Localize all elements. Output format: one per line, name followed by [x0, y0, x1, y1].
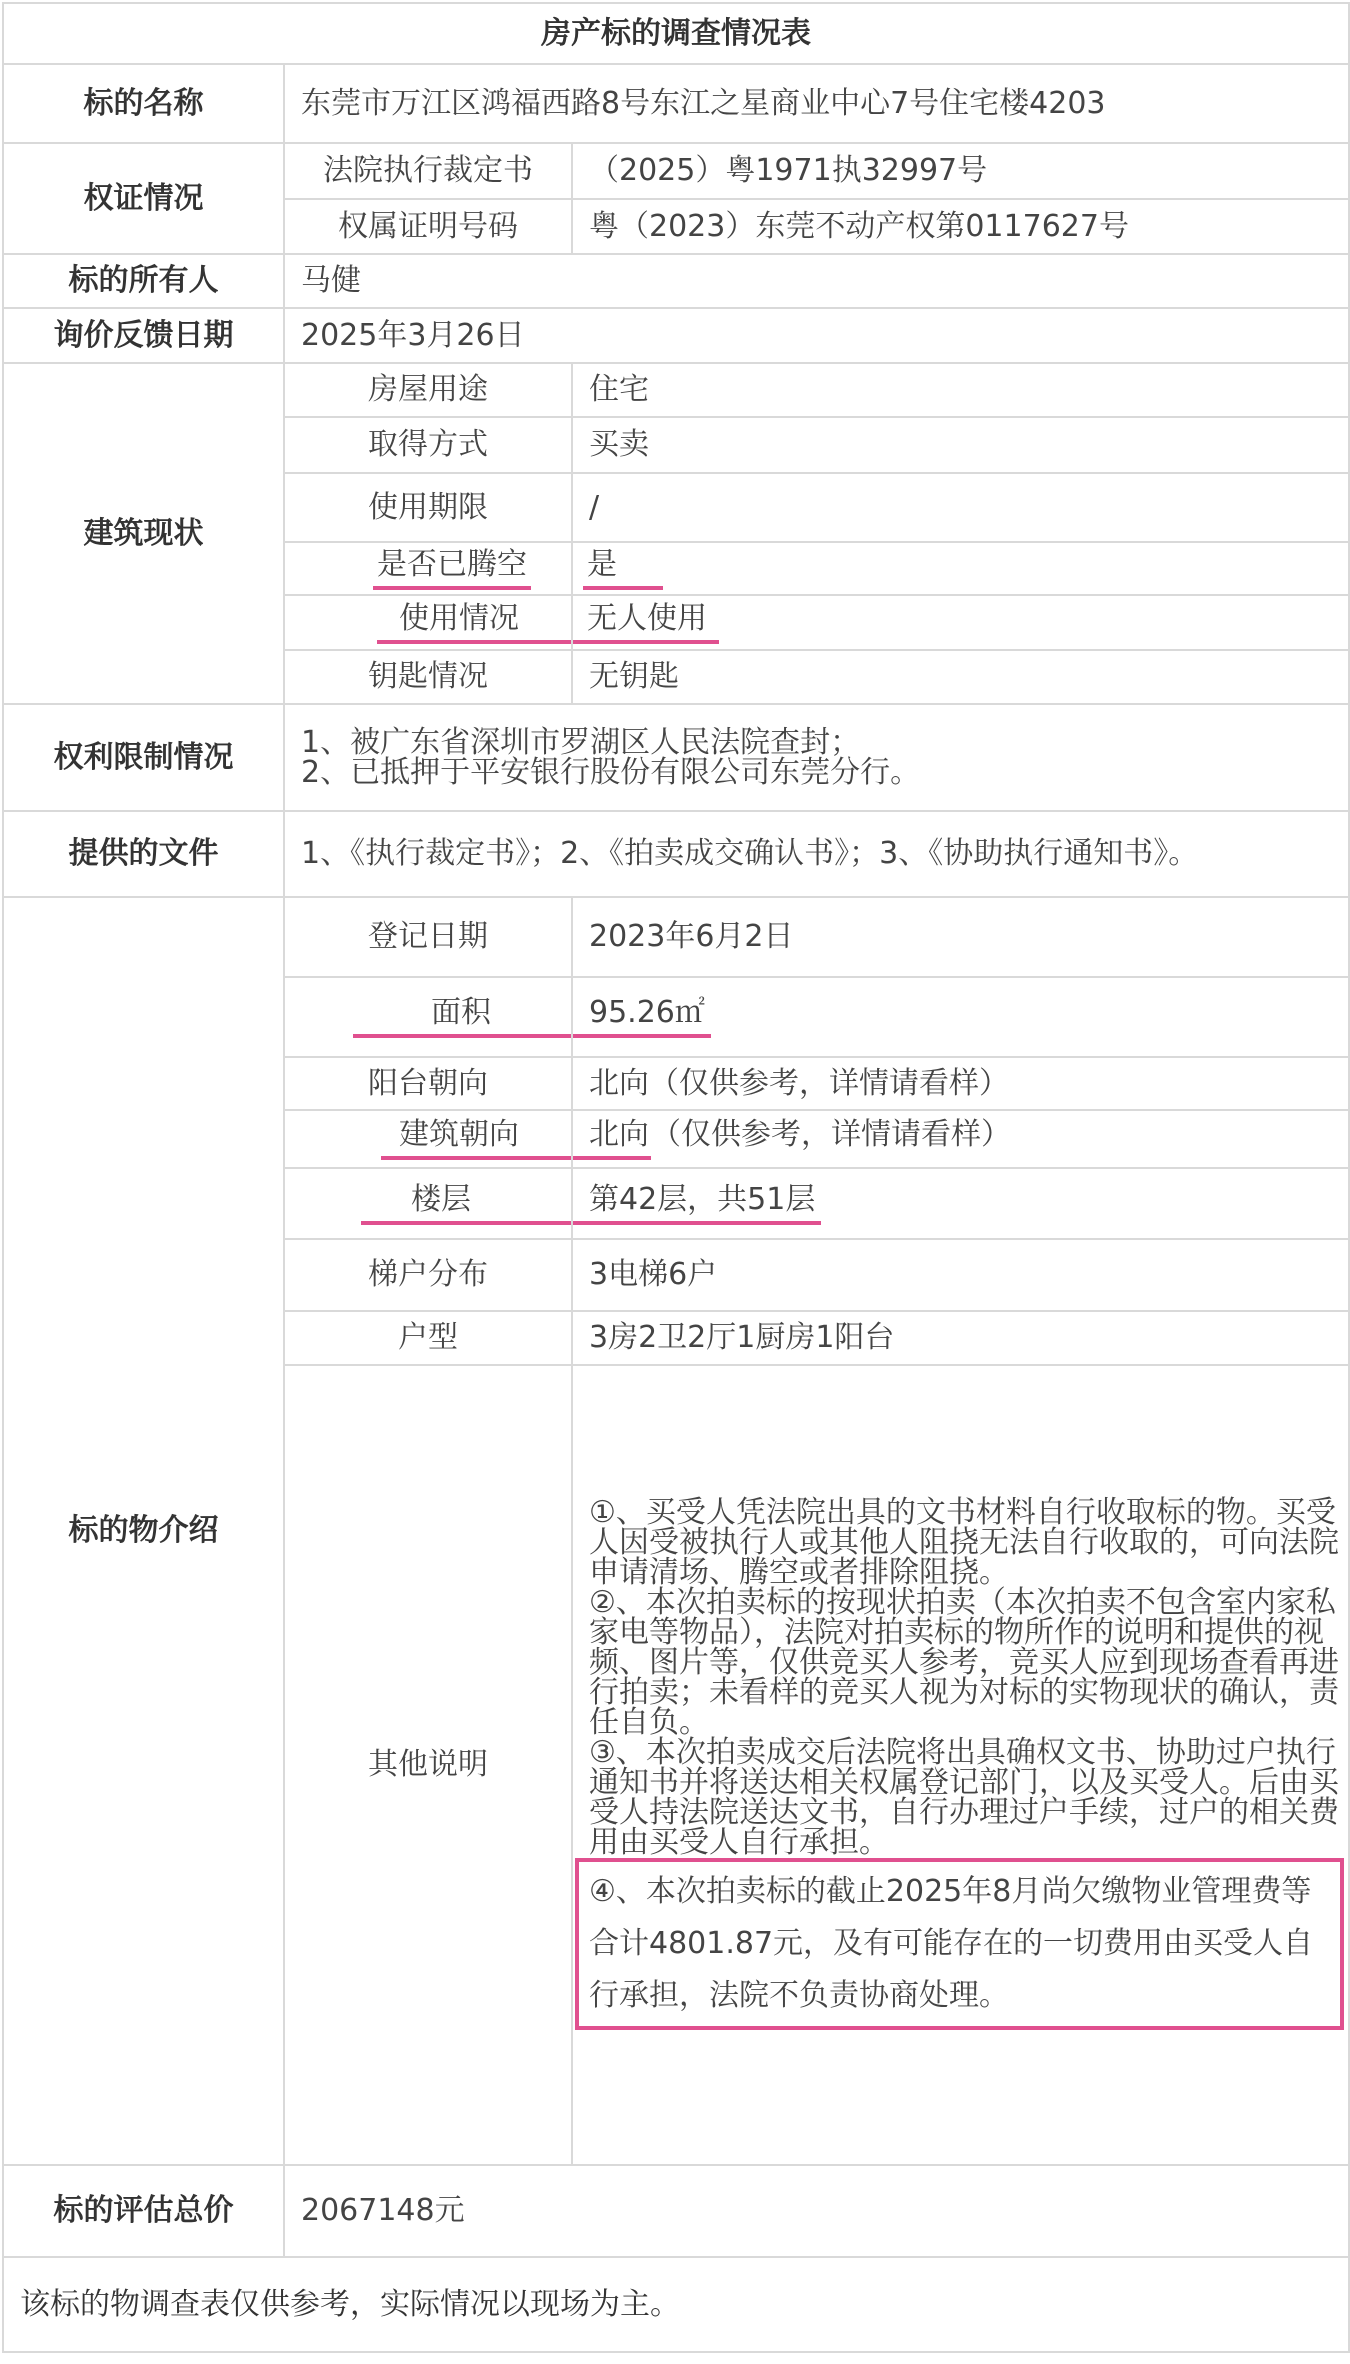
- sublabel-usage: 房屋用途: [284, 363, 572, 417]
- label-valuation: 标的评估总价: [3, 2165, 284, 2257]
- label-documents: 提供的文件: [3, 811, 284, 897]
- label-owner: 标的所有人: [3, 254, 284, 308]
- value-usage: 住宅: [572, 363, 1349, 417]
- value-floor: 第42层，共51层: [573, 1183, 821, 1225]
- value-valuation: 2067148元: [284, 2165, 1349, 2257]
- value-orientation-note: （仅供参考，详情请看样）: [651, 1117, 1011, 1152]
- row-inquiry-date: [3, 308, 1349, 363]
- value-keys: 无钥匙: [572, 650, 1349, 704]
- row-owner: [3, 254, 1349, 308]
- property-survey-table: [2, 2, 1350, 2353]
- row-restrictions: [3, 704, 1349, 811]
- other-note-4-highlighted: ④、本次拍卖标的截止2025年8月尚欠缴物业管理费等合计4801.87元，及有可能存在的一切费用由买受人自行承担，法院不负责协商处理。: [575, 1858, 1344, 2030]
- value-court-ruling: （2025）粤1971执32997号: [572, 143, 1349, 199]
- value-acquisition: 买卖: [572, 417, 1349, 473]
- title-row: [3, 3, 1349, 64]
- sublabel-vacated: 是否已腾空: [373, 548, 531, 590]
- label-restrictions: 权利限制情况: [3, 704, 284, 811]
- sublabel-layout: 户型: [284, 1311, 572, 1365]
- other-note-1: ①、买受人凭法院出具的文书材料自行收取标的物。买受人因受被执行人或其他人阻挠无法自行收取的，可向法院申请清场、腾空或者排除阻挠。: [589, 1495, 1339, 1590]
- label-building: 建筑现状: [3, 363, 284, 704]
- sublabel-keys: 钥匙情况: [284, 650, 572, 704]
- row-rights-1: [3, 143, 1349, 199]
- value-balcony: 北向（仅供参考，详情请看样）: [572, 1057, 1349, 1110]
- sublabel-balcony: 阳台朝向: [284, 1057, 572, 1110]
- value-orientation: 北向: [573, 1118, 651, 1160]
- row-footer: [3, 2257, 1349, 2352]
- sublabel-term: 使用期限: [284, 473, 572, 542]
- value-term: /: [572, 473, 1349, 542]
- label-name: 标的名称: [3, 64, 284, 143]
- row-valuation: [3, 2165, 1349, 2257]
- footer-note: 该标的物调查表仅供参考，实际情况以现场为主。: [3, 2257, 1349, 2352]
- value-layout: 3房2卫2厅1厨房1阳台: [572, 1311, 1349, 1365]
- sublabel-title-certificate: 权属证明号码: [284, 199, 572, 254]
- sublabel-orientation: 建筑朝向: [381, 1118, 571, 1160]
- other-note-3: ③、本次拍卖成交后法院将出具确权文书、协助过户执行通知书并将送达相关权属登记部门，以及买受人。后由买受人持法院送达文书，自行办理过户手续，过户的相关费用由买受人自行承担。: [589, 1735, 1339, 1860]
- sublabel-area: 面积: [353, 996, 571, 1038]
- value-area: 95.26㎡: [573, 996, 711, 1038]
- value-occupancy: 无人使用: [573, 602, 719, 644]
- label-rights: 权证情况: [3, 143, 284, 254]
- sublabel-other: 其他说明: [284, 1365, 572, 2165]
- other-note-2: ②、本次拍卖标的按现状拍卖（本次拍卖不包含室内家私家电等物品），法院对拍卖标的物所作的说明和提供的视频、图片等，仅供竞买人参考，竞买人应到现场查看再进行拍卖；未看样的竞买人视为对标的实物现状的确认，责任自负。: [589, 1585, 1339, 1740]
- sublabel-elevators: 梯户分布: [284, 1239, 572, 1311]
- row-intro-1: [3, 897, 1349, 977]
- value-vacated: 是: [583, 548, 663, 590]
- row-documents: [3, 811, 1349, 897]
- label-inquiry-date: 询价反馈日期: [3, 308, 284, 363]
- table-title: 房产标的调查情况表: [3, 3, 1349, 64]
- sublabel-court-ruling: 法院执行裁定书: [284, 143, 572, 199]
- value-elevators: 3电梯6户: [572, 1239, 1349, 1311]
- label-intro: 标的物介绍: [3, 897, 284, 2165]
- value-register-date: 2023年6月2日: [572, 897, 1349, 977]
- sublabel-occupancy: 使用情况: [377, 602, 571, 644]
- row-building-1: [3, 363, 1349, 417]
- row-name: [3, 64, 1349, 143]
- value-title-certificate: 粤（2023）东莞不动产权第0117627号: [572, 199, 1349, 254]
- value-documents: 1、《执行裁定书》；2、《拍卖成交确认书》；3、《协助执行通知书》。: [284, 811, 1349, 897]
- value-name: 东莞市万江区鸿福西路8号东江之星商业中心7号住宅楼4203: [284, 64, 1349, 143]
- restriction-line-1: 1、被广东省深圳市罗湖区人民法院查封；: [301, 724, 861, 760]
- sublabel-floor: 楼层: [361, 1183, 571, 1225]
- value-inquiry-date: 2025年3月26日: [284, 308, 1349, 363]
- restriction-line-2: 2、已抵押于平安银行股份有限公司东莞分行。: [301, 754, 921, 790]
- sublabel-register-date: 登记日期: [284, 897, 572, 977]
- value-owner: 马健: [284, 254, 1349, 308]
- sublabel-acquisition: 取得方式: [284, 417, 572, 473]
